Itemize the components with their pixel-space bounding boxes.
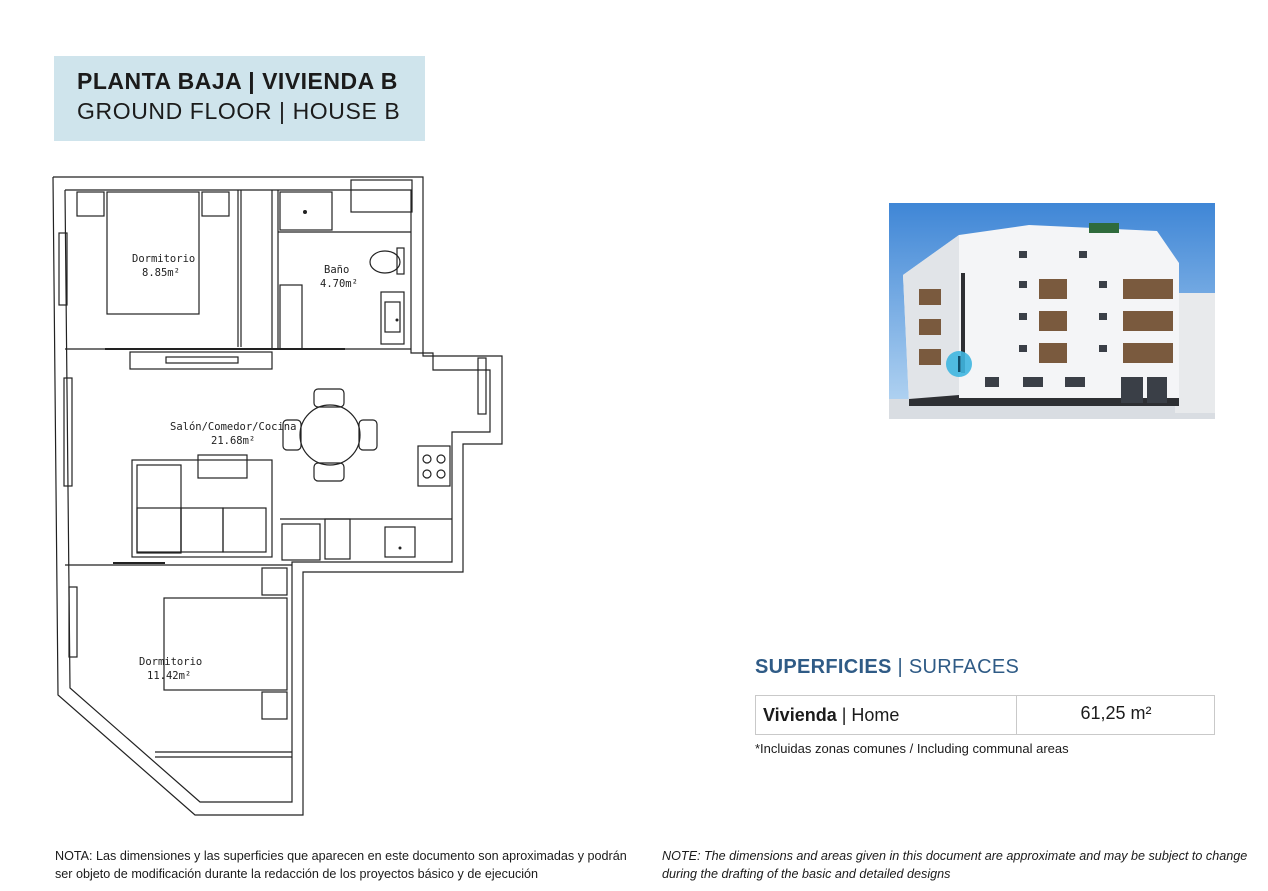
title-spanish: PLANTA BAJA | VIVIENDA B (77, 68, 398, 94)
surfaces-title-es: SUPERFICIES (755, 656, 892, 678)
note-spanish: NOTA: Las dimensiones y las superficies que aparecen en este documento son aproximadas y podrán ser objeto de modificación durante la redacción de los proyectos básico y de ejecución (55, 849, 627, 881)
room-area-bathroom: 4.70m² (320, 278, 358, 290)
building-render (889, 203, 1215, 419)
surfaces-title-sep: | (891, 656, 909, 678)
room-area-bedroom-2: 11.42m² (147, 670, 192, 682)
surfaces-table (755, 695, 1215, 735)
surfaces-note: *Incluidas zonas comunes / Including communal areas (755, 741, 1069, 756)
room-name-living: Salón/Comedor/Cocina (170, 421, 297, 433)
surfaces-row-label-es: Vivienda (763, 705, 837, 725)
room-name-bathroom: Baño (324, 264, 350, 276)
title-english: GROUND FLOOR | HOUSE B (77, 98, 401, 124)
room-area-bedroom-1: 8.85m² (142, 267, 180, 279)
surfaces-title-en: SURFACES (908, 656, 1020, 678)
floor-plan (50, 172, 510, 822)
title-box (54, 56, 425, 141)
room-name-bedroom-1: Dormitorio (132, 253, 196, 265)
surfaces-row-label-en: | Home (836, 705, 900, 725)
room-name-bedroom-2: Dormitorio (139, 656, 203, 668)
surfaces-title (755, 656, 1019, 679)
note-english: NOTE: The dimensions and areas given in this document are approximate and may be subject to change during the drafting of the basic and detailed designs (662, 849, 1248, 881)
surfaces-row-label (756, 696, 1017, 734)
room-area-living: 21.68m² (211, 435, 256, 447)
surfaces-row-value: 61,25 m² (1080, 703, 1152, 723)
